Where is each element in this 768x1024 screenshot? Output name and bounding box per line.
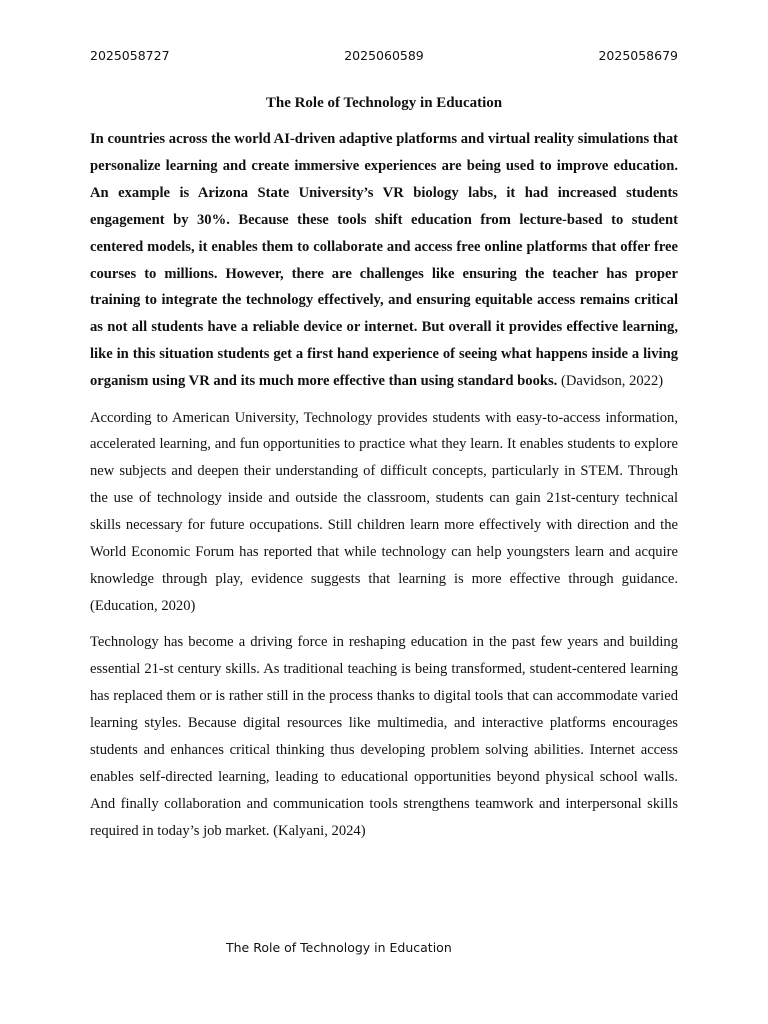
paragraph-1-bold-text: In countries across the world AI-driven adaptive platforms and virtual reality simulations that personalize learning and create immersive experiences are being used to improve education. An example is Arizona State University’s VR biology labs, it had increased students engagement by 30%. Because these tools shift education from lecture-based to student centered models, it enables them to collaborate and access free online platforms that offer free courses to millions. However, there are challenges like ensuring the teacher has proper training to integrate the technology effectively, and ensuring equitable access remains critical as not all students have a reliable device or internet. But overall it provides effective learning, like in this situation students get a first hand experience of seeing what happens inside a living organism using VR and its much more effective than using standard books. [90,131,678,390]
header-student-id-right: 2025058679 [598,48,678,63]
document-body [90,126,678,854]
paragraph-2: According to American University, Technology provides students with easy-to-access information, accelerated learning, and fun opportunities to practice what they learn. It enables students to explore new subjects and deepen their understanding of difficult concepts, particularly in STEM. Through the use of technology inside and outside the classroom, students can gain 21st-century technical skills necessary for future occupations. Still children learn more effectively with direction and the World Economic Forum has reported that while technology can help youngsters learn and acquire knowledge through play, evidence suggests that learning is more effective through guidance. (Education, 2020) [90,409,678,614]
paragraph-1-citation: (Davidson, 2022) [557,373,664,390]
paragraph-1 [90,126,678,395]
document-title: The Role of Technology in Education [265,95,503,111]
header-student-id-center: 2025060589 [344,48,424,63]
page-header [90,48,678,66]
page-footer-title: The Role of Technology in Education [226,940,452,955]
header-student-id-left: 2025058727 [90,48,170,63]
paragraph-3: Technology has become a driving force in reshaping education in the past few years and building essential 21-st century skills. As traditional teaching is being transformed, student-centered learning has replaced them or is rather still in the process thanks to digital tools that can accommodate varied learning styles. Because digital resources like multimedia, and interactive platforms encourages students and enhances critical thinking thus developing problem solving abilities. Internet access enables self-directed learning, leading to educational opportunities beyond physical school walls. And finally collaboration and communication tools strengthens teamwork and interpersonal skills required in today’s job market. (Kalyani, 2024) [90,634,678,839]
